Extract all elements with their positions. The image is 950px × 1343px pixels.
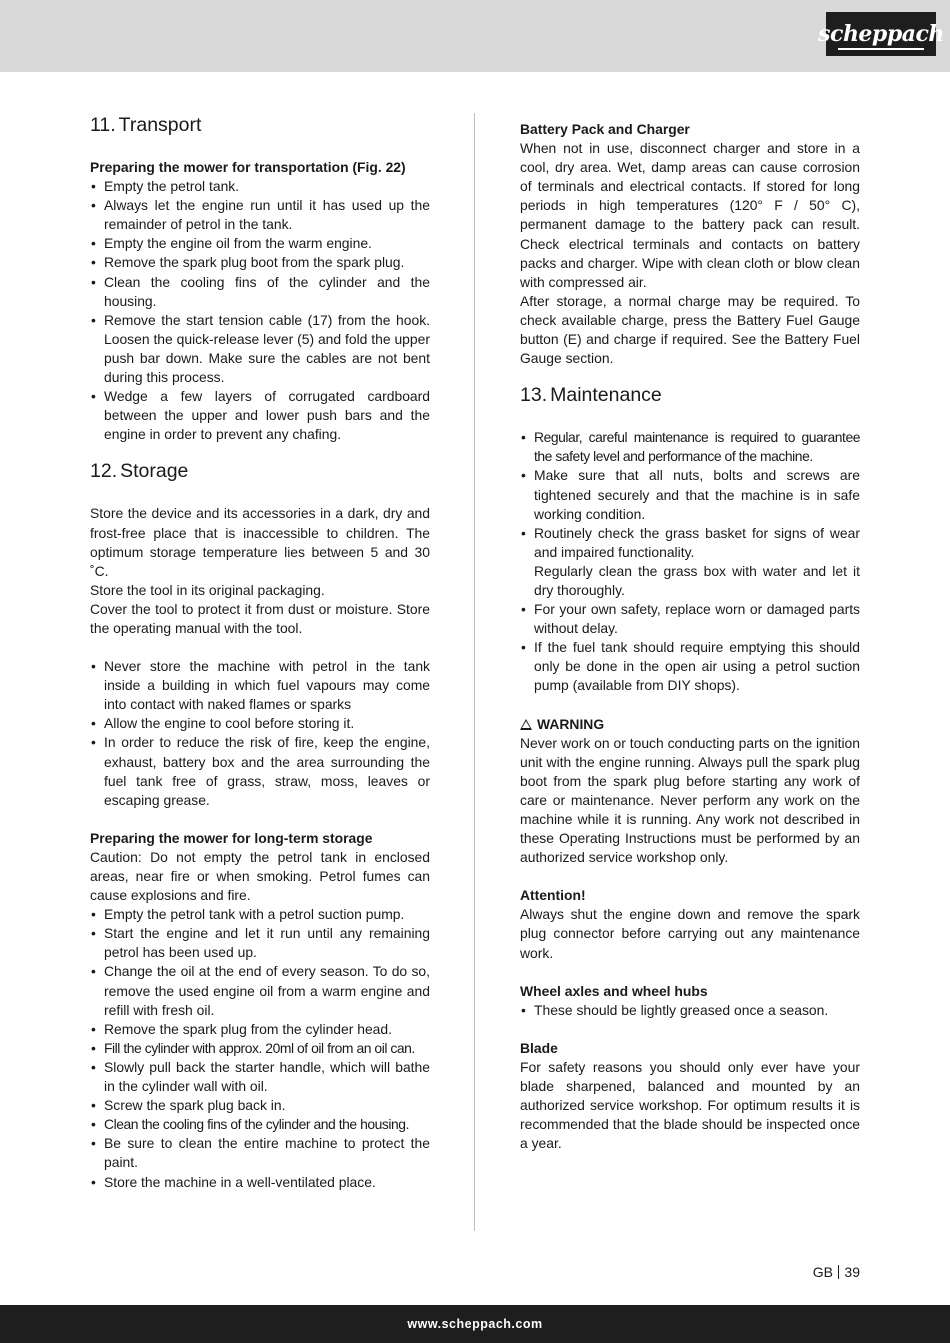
list-item: • Be sure to clean the entire machine to protect the paint. xyxy=(90,1134,430,1172)
storage-paragraph: Cover the tool to protect it from dust or moisture. Store the operating manual with the tool. xyxy=(90,600,430,636)
battery-paragraph: When not in use, disconnect charger and store in a cool, dry area. Wet, damp areas can cause corrosion of terminals and electrical contacts. If stored for long periods in high temperatures (120° F / 50° C), permanent damage to the battery pack can result. Check electrical terminals and contacts on battery packs and charger. Wipe with clean cloth or blow clean with compressed air. xyxy=(520,140,860,290)
page-number: GB 39 xyxy=(812,1264,860,1280)
list-item: • Empty the petrol tank. xyxy=(90,177,430,196)
list-item: • In order to reduce the risk of fire, keep the engine, exhaust, battery box and the area surrounding the fuel tank free of grass, straw, moss, leaves or escaping grease. xyxy=(90,733,430,809)
warning-text: Never work on or touch conducting parts on the ignition unit with the engine running. Always pull the spark plug boot from the spark plug before starting any work of care or maintenance. Never perform any work on the machine while it is running. Any work not described in these Operating Instructions must be performed by an authorized service workshop only. xyxy=(520,734,860,866)
longterm-list xyxy=(90,905,430,1191)
list-item: • Regular, careful maintenance is required to guarantee the safety level and performance of the machine. xyxy=(520,428,860,466)
battery-paragraph: After storage, a normal charge may be required. To check available charge, press the Battery Fuel Gauge button (E) and charge if required. See the Battery Fuel Gauge section. xyxy=(520,292,860,367)
warning-heading: WARNING xyxy=(520,715,860,734)
list-item: • Empty the engine oil from the warm engine. xyxy=(90,234,430,253)
section-heading-storage: 12. Storage xyxy=(90,460,189,483)
list-item: • Routinely check the grass basket for signs of wear and impaired functionality. Regularly clean the grass box with water and let it dry thoroughly. xyxy=(520,524,860,600)
blade-heading: Blade xyxy=(520,1039,558,1056)
list-item: • Remove the spark plug from the cylinder head. xyxy=(90,1020,430,1039)
list-item: • Empty the petrol tank with a petrol suction pump. xyxy=(90,905,430,924)
wheel-list xyxy=(520,1001,860,1020)
footer-url: www.scheppach.com xyxy=(407,1317,543,1331)
list-item-extra: Regularly clean the grass box with water and let it dry thoroughly. xyxy=(534,562,860,598)
list-item: • Never store the machine with petrol in the tank inside a building in which fuel vapours may come into contact with naked flames or sparks xyxy=(90,657,430,714)
list-item: • For your own safety, replace worn or damaged parts without delay. xyxy=(520,600,860,638)
right-column xyxy=(520,120,860,1153)
list-item: • These should be lightly greased once a season. xyxy=(520,1001,860,1020)
list-item: • Remove the spark plug boot from the spark plug. xyxy=(90,253,430,272)
storage-paragraph: Store the device and its accessories in a dark, dry and frost-free place that is inaccessible to children. The optimum storage temperature lies between 5 and 30 ˚C. xyxy=(90,505,430,579)
storage-list xyxy=(90,657,430,810)
list-item: • Make sure that all nuts, bolts and screws are tightened securely and that the machine is in safe working condition. xyxy=(520,466,860,523)
list-item: • Wedge a few layers of corrugated cardboard between the upper and lower push bars and the engine in order to prevent any chafing. xyxy=(90,387,430,444)
footer-bar xyxy=(0,1305,950,1343)
transport-subheading: Preparing the mower for transportation (Fig. 22) xyxy=(90,159,406,175)
scheppach-logo xyxy=(818,12,944,56)
warning-triangle-icon xyxy=(520,719,532,730)
logo-underline xyxy=(838,48,924,50)
left-column xyxy=(90,112,430,1192)
section-heading-maintenance: 13. Maintenance xyxy=(520,384,662,407)
section-heading-transport: 11. Transport xyxy=(90,114,202,136)
list-item: • Start the engine and let it run until any remaining petrol has been used up. xyxy=(90,924,430,962)
column-divider xyxy=(474,113,475,1231)
list-item: • Screw the spark plug back in. xyxy=(90,1096,430,1115)
storage-paragraph: Store the tool in its original packaging. xyxy=(90,581,325,598)
longterm-subheading: Preparing the mower for long-term storage xyxy=(90,829,373,846)
attention-heading: Attention! xyxy=(520,887,586,904)
logo-text: scheppach xyxy=(818,21,944,47)
list-item: • Clean the cooling fins of the cylinder and the housing. xyxy=(90,1115,430,1134)
transport-list xyxy=(90,177,430,444)
page-number-separator xyxy=(838,1265,840,1279)
maintenance-list xyxy=(520,428,860,695)
list-item: • Fill the cylinder with approx. 20ml of oil from an oil can. xyxy=(90,1039,430,1058)
battery-subheading: Battery Pack and Charger xyxy=(520,121,690,137)
list-item: • Allow the engine to cool before storing it. xyxy=(90,714,430,733)
list-item: • Store the machine in a well-ventilated place. xyxy=(90,1173,430,1192)
list-item: • Clean the cooling fins of the cylinder and the housing. xyxy=(90,273,430,311)
list-item: • Remove the start tension cable (17) from the hook. Loosen the quick-release lever (5) and fold the upper push bar down. Make sure the cables are not bent during this process. xyxy=(90,311,430,387)
wheel-heading: Wheel axles and wheel hubs xyxy=(520,982,708,999)
list-item: • If the fuel tank should require emptying this should only be done in the open air using a petrol suction pump (available from DIY shops). xyxy=(520,638,860,695)
attention-text: Always shut the engine down and remove the spark plug connector before carrying out any maintenance work. xyxy=(520,906,860,961)
blade-text: For safety reasons you should only ever have your blade sharpened, balanced and mounted by an authorized service workshop. For optimum results it is recommended that the blade should be inspected once a year. xyxy=(520,1058,860,1152)
longterm-caution: Caution: Do not empty the petrol tank in enclosed areas, near fire or when smoking. Petrol fumes can cause explosions and fire. xyxy=(90,848,430,904)
header-bar xyxy=(0,0,950,72)
list-item: • Always let the engine run until it has used up the remainder of petrol in the tank. xyxy=(90,196,430,234)
list-item: • Slowly pull back the starter handle, which will bathe in the cylinder wall with oil. xyxy=(90,1058,430,1096)
list-item: • Change the oil at the end of every season. To do so, remove the used engine oil from a warm engine and refill with fresh oil. xyxy=(90,962,430,1019)
